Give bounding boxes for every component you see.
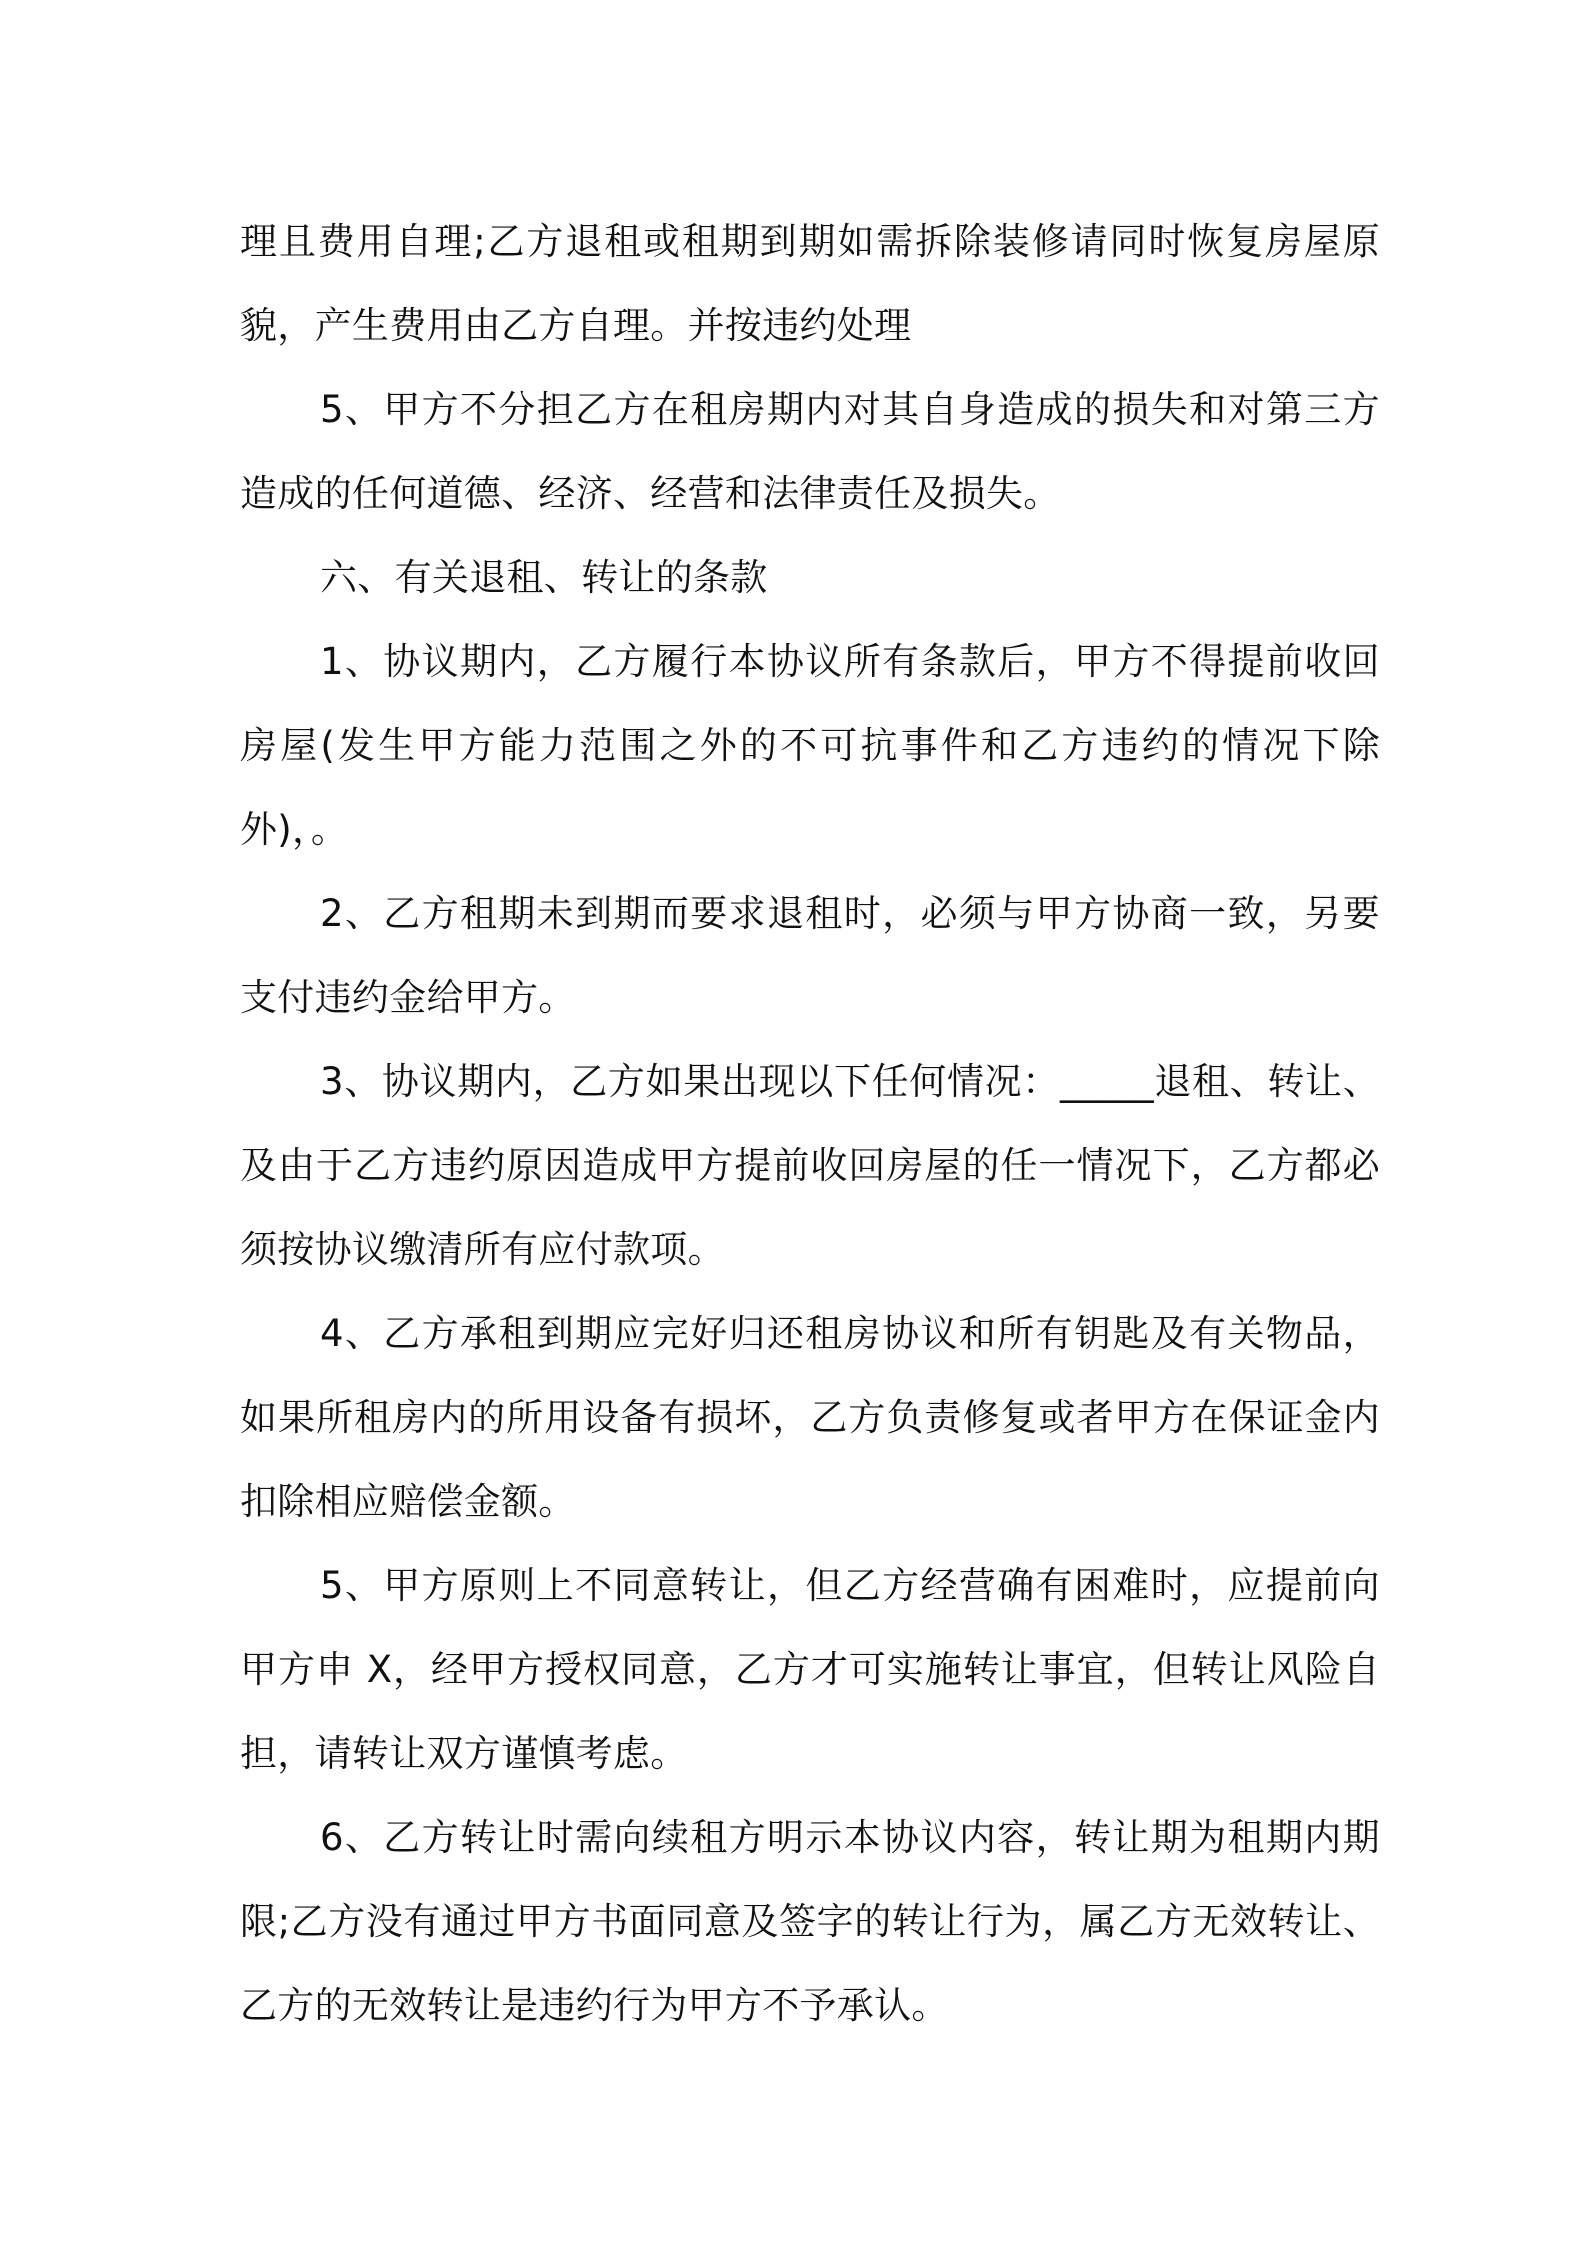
document-page [240,200,1380,2048]
paragraph-clause-6: 6、乙方转让时需向续租方明示本协议内容，转让期为租期内期限;乙方没有通过甲方书面同意及签字的转让行为，属乙方无效转让、乙方的无效转让是违约行为甲方不予承认。 [240,1816,1380,2027]
paragraph-clause-2: 2、乙方租期未到期而要求退租时，必须与甲方协商一致，另要支付违约金给甲方。 [240,892,1380,1019]
paragraph-clause-3: 3、协议期内，乙方如果出现以下任何情况：_____退租、转让、及由于乙方违约原因造成甲方提前收回房屋的任一情况下，乙方都必须按协议缴清所有应付款项。 [240,1060,1380,1271]
paragraph-clause-1: 1、协议期内，乙方履行本协议所有条款后，甲方不得提前收回房屋(发生甲方能力范围之外的不可抗事件和乙方违约的情况下除外)，。 [240,640,1380,851]
section-heading-6: 六、有关退租、转让的条款 [320,556,768,599]
paragraph-clause-5-transfer: 5、甲方原则上不同意转让，但乙方经营确有困难时，应提前向甲方申 X，经甲方授权同意，乙方才可实施转让事宜，但转让风险自担，请转让双方谨慎考虑。 [240,1564,1380,1775]
paragraph-clause-5-liability: 5、甲方不分担乙方在租房期内对其自身造成的损失和对第三方造成的任何道德、经济、经营和法律责任及损失。 [240,388,1380,515]
paragraph-continuation: 理且费用自理;乙方退租或租期到期如需拆除装修请同时恢复房屋原貌，产生费用由乙方自理。并按违约处理 [240,220,1380,347]
paragraph-clause-4: 4、乙方承租到期应完好归还租房协议和所有钥匙及有关物品，如果所租房内的所用设备有损坏，乙方负责修复或者甲方在保证金内扣除相应赔偿金额。 [240,1312,1380,1523]
